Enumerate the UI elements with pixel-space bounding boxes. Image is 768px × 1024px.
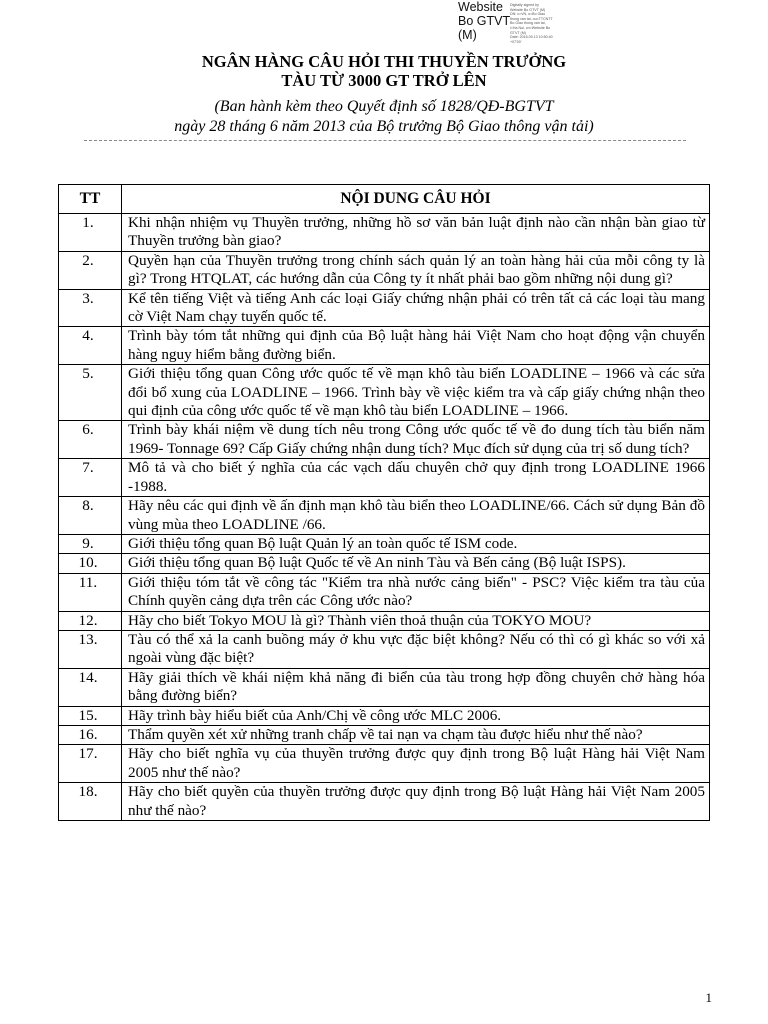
- table-row: [59, 459, 710, 497]
- signature-detail-line: Digitally signed by: [510, 3, 539, 7]
- document-title-line-2: TÀU TỪ 3000 GT TRỞ LÊN: [281, 71, 487, 90]
- table-row: [59, 630, 710, 668]
- question-text: Hãy cho biết Tokyo MOU là gì? Thành viên thoả thuận của TOKYO MOU?: [122, 611, 710, 630]
- digital-signature-stamp: [458, 0, 562, 50]
- question-text: Hãy nêu các qui định về ấn định mạn khô tàu biển theo LOADLINE/66. Cách sử dụng Bản đồ vùng mùa theo LOADLINE /66.: [122, 497, 710, 535]
- question-number: 10.: [59, 554, 122, 573]
- question-number: 14.: [59, 668, 122, 706]
- question-number: 9.: [59, 534, 122, 553]
- signature-detail-line: +07'00': [510, 39, 522, 44]
- question-text: Khi nhận nhiệm vụ Thuyền trưởng, những hồ sơ văn bản luật định nào cần nhận bàn giao từ Thuyền trưởng bàn giao?: [122, 214, 710, 252]
- signature-detail-line: Date: 2016.09.13 10:50:40: [510, 35, 553, 40]
- question-number: 4.: [59, 327, 122, 365]
- question-text: Hãy trình bày hiểu biết của Anh/Chị về công ước MLC 2006.: [122, 706, 710, 725]
- document-subtitle-line-1: (Ban hành kèm theo Quyết định số 1828/QĐ-BGTVT: [214, 98, 554, 115]
- table-row: [59, 783, 710, 821]
- dashed-divider: [84, 140, 686, 141]
- question-number: 15.: [59, 706, 122, 725]
- question-number: 2.: [59, 251, 122, 289]
- question-number: 5.: [59, 365, 122, 421]
- table-row: [59, 611, 710, 630]
- question-text: Giới thiệu tổng quan Công ước quốc tế về mạn khô tàu biển LOADLINE – 1966 và các sửa đổi bổ xung của LOADLINE – 1966. Trình bày về việc kiểm tra và cấp giấy chứng nhận theo qui định của công ước quốc tế về mạn khô tàu biển LOADLINE – 1966.: [122, 365, 710, 421]
- question-number: 3.: [59, 289, 122, 327]
- table-row: [59, 534, 710, 553]
- question-text: Trình bày tóm tắt những qui định của Bộ luật hàng hải Việt Nam cho hoạt động vận chuyển hàng nguy hiểm bằng đường biển.: [122, 327, 710, 365]
- question-text: Hãy cho biết quyền của thuyền trưởng được quy định trong Bộ luật Hàng hải Việt Nam 2005 như thế nào?: [122, 783, 710, 821]
- table-row: [59, 668, 710, 706]
- table-row: [59, 365, 710, 421]
- signature-detail-line: thong van tai, ou=TTCNTT: [510, 16, 553, 21]
- table-row: [59, 554, 710, 573]
- question-text: Giới thiệu tóm tắt về công tác "Kiểm tra nhà nước cảng biển" - PSC? Việc kiểm tra tàu của Chính quyền cảng dựa trên các Công ước nào?: [122, 573, 710, 611]
- table-row: [59, 214, 710, 252]
- question-text: Hãy giải thích về khái niệm khả năng đi biển của tàu trong hợp đồng chuyên chở hàng hóa bằng đường biển?: [122, 668, 710, 706]
- question-number: 6.: [59, 421, 122, 459]
- question-number: 8.: [59, 497, 122, 535]
- page-number: 1: [705, 990, 712, 1005]
- question-text: Quyền hạn của Thuyền trưởng trong chính sách quản lý an toàn hàng hải của mỗi công ty là gì? Trong HTQLAT, các hướng dẫn của Công ty ít nhất phải bao gồm những nội dung gì?: [122, 251, 710, 289]
- signature-details: [510, 3, 562, 44]
- signature-detail-line: Website Bo GTVT (M): [510, 7, 546, 12]
- question-text: Giới thiệu tổng quan Bộ luật Quản lý an toàn quốc tế ISM code.: [122, 534, 710, 553]
- table-row: [59, 251, 710, 289]
- table-row: [59, 497, 710, 535]
- question-number: 13.: [59, 630, 122, 668]
- question-number: 7.: [59, 459, 122, 497]
- question-table-body: [59, 214, 710, 821]
- table-row: [59, 745, 710, 783]
- column-header-tt: TT: [59, 185, 122, 214]
- question-text: Kể tên tiếng Việt và tiếng Anh các loại Giấy chứng nhận phải có trên tất cả các loại tàu mang cờ Việt Nam chạy tuyến quốc tế.: [122, 289, 710, 327]
- table-row: [59, 573, 710, 611]
- question-text: Thẩm quyền xét xử những tranh chấp về tai nạn va chạm tàu được hiểu như thế nào?: [122, 725, 710, 744]
- document-title-line-1: NGÂN HÀNG CÂU HỎI THI THUYỀN TRƯỞNG: [201, 52, 567, 71]
- signature-line: Bo GTVT: [458, 14, 511, 28]
- table-row: [59, 706, 710, 725]
- question-number: 17.: [59, 745, 122, 783]
- signature-detail-line: GTVT (M): [510, 30, 526, 35]
- signature-text: [458, 0, 510, 42]
- question-text: Tàu có thể xả la canh buồng máy ở khu vực đặc biệt không? Nếu có thì có gì khác so với xả ngoài vùng đặc biệt?: [122, 630, 710, 668]
- question-text: Mô tả và cho biết ý nghĩa của các vạch dấu chuyên chở quy định trong LOADLINE 1966 -1988.: [122, 459, 710, 497]
- question-number: 11.: [59, 573, 122, 611]
- question-number: 1.: [59, 214, 122, 252]
- question-number: 16.: [59, 725, 122, 744]
- question-text: Trình bày khái niệm về dung tích nêu trong Công ước quốc tế về đo dung tích tàu biển năm 1969- Tonnage 69? Cấp Giấy chứng nhận dung tích? Mục đích sử dụng của trị số dung tích?: [122, 421, 710, 459]
- table-header-row: [59, 185, 710, 214]
- table-row: [59, 421, 710, 459]
- signature-detail-line: DN: c=VN, o=Bo Giao: [510, 12, 546, 17]
- table-row: [59, 725, 710, 744]
- question-text: Giới thiệu tổng quan Bộ luật Quốc tế về An ninh Tàu và Bến cảng (Bộ luật ISPS).: [122, 554, 710, 573]
- signature-detail-line: l=Ha Noi, cn=Website Bo: [510, 25, 551, 30]
- table-row: [59, 327, 710, 365]
- table-row: [59, 289, 710, 327]
- question-number: 18.: [59, 783, 122, 821]
- question-table: [58, 184, 710, 821]
- question-text: Hãy cho biết nghĩa vụ của thuyền trưởng được quy định trong Bộ luật Hàng hải Việt Nam 2005 như thế nào?: [122, 745, 710, 783]
- column-header-content: NỘI DUNG CÂU HỎI: [122, 185, 710, 214]
- signature-detail-line: Bo Giao thong van tai,: [510, 21, 546, 26]
- signature-line: Website: [458, 0, 503, 14]
- question-number: 12.: [59, 611, 122, 630]
- document-subtitle-line-2: ngày 28 tháng 6 năm 2013 của Bộ trưởng Bộ Giao thông vận tải): [174, 118, 594, 135]
- signature-line: (M): [458, 28, 477, 42]
